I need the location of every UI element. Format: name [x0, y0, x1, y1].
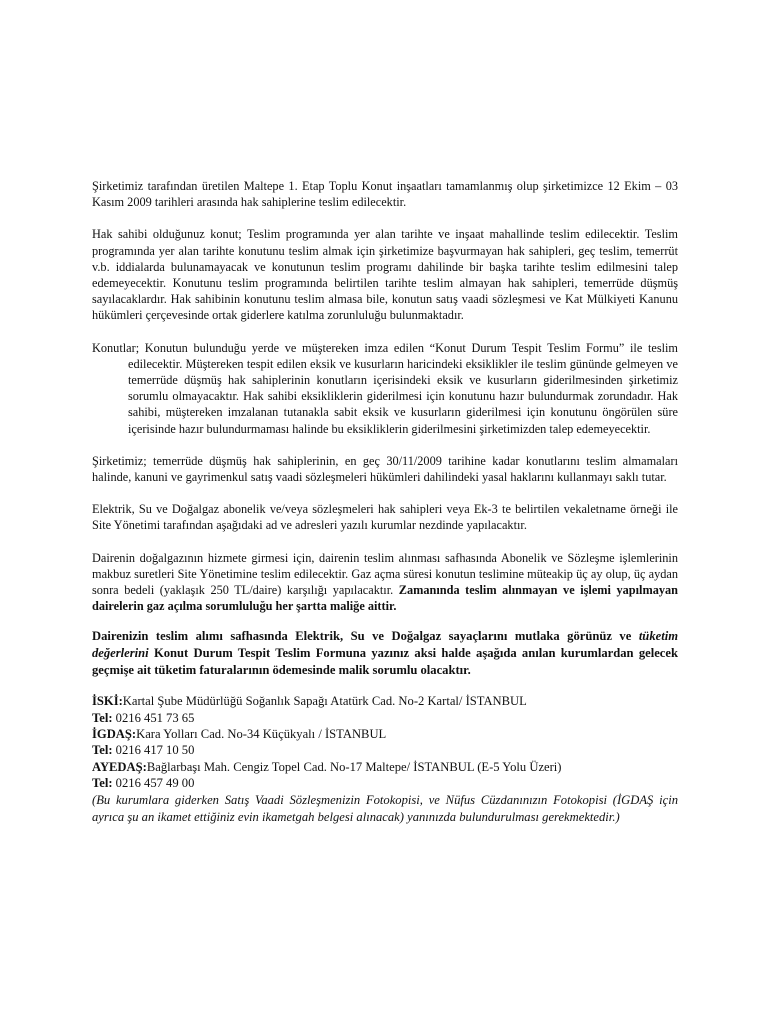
gas-service-text: Dairenin doğalgazının hizmete girmesi için, dairenin teslim alınması safhasında Abonelik ve Sözleşme işlemlerinin makbuz suretleri Site Yönetimine teslim edilecektir. Gaz açma süresi konutun teslimine müteakip üç ay olup, üç aydan sonra bedeli (yaklaşık 250 TL/daire) karşılığı yapılacaktır.	[92, 550, 678, 598]
meter-warning-part2: Konut Durum Tespit Teslim Formuna yazınız aksi halde aşağıda anılan kurumlardan gelecek geçmişe ait tüketim faturalarının ödemesinde malik sorumlu olacaktır.	[92, 646, 678, 678]
paragraph-meter-warning	[92, 628, 678, 679]
contact-iski-phone: Tel: 0216 451 73 65	[92, 710, 195, 725]
tel-label: Tel:	[92, 710, 113, 725]
gas-responsibility-warning: Zamanında teslim alınmayan ve işlemi yapılmayan dairelerin gaz açılma sorumluluğu her şartta maliğe aittir.	[92, 583, 679, 614]
documents-note: (Bu kurumlara giderken Satış Vaadi Sözleşmenizin Fotokopisi, ve Nüfus Cüzdanınızın Fotokopisi (İGDAŞ için ayrıca şu an ikamet ettiğiniz evin ikametgah belgesi alınacak) yanınızda bulundurulması gerekmektedir.)	[92, 793, 678, 824]
institution-contacts	[92, 693, 678, 824]
ayedas-label: AYEDAŞ:	[92, 759, 147, 774]
tel-label: Tel:	[92, 743, 113, 758]
meter-warning-part1: Dairenizin teslim alımı safhasında Elektrik, Su ve Doğalgaz sayaçlarını mutlaka görünüz ve	[92, 629, 639, 644]
contact-igdas-phone: Tel: 0216 417 10 50	[92, 743, 195, 758]
document-page	[92, 178, 678, 825]
tel-label: Tel:	[92, 775, 113, 790]
paragraph-subscriptions: Elektrik, Su ve Doğalgaz abonelik ve/veya sözleşmeleri hak sahipleri veya Ek-3 te belirtilen vekaletname örneği ile Site Yönetimi tarafından aşağıdaki ad ve adresleri yazılı kurumlar nezdinde yapılacaktır.	[92, 502, 678, 533]
paragraph-gas-service	[92, 550, 678, 615]
igdas-label: İGDAŞ:	[92, 727, 137, 742]
contact-ayedas-address: AYEDAŞ:Bağlarbaşı Mah. Cengiz Topel Cad. No-17 Maltepe/ İSTANBUL (E-5 Yolu Üzeri)	[92, 759, 562, 774]
contact-igdas-address: İGDAŞ:Kara Yolları Cad. No-34 Küçükyalı / İSTANBUL	[92, 727, 387, 742]
paragraph-legal-rights: Şirketimiz; temerrüde düşmüş hak sahiplerinin, en geç 30/11/2009 tarihine kadar konutlarını teslim almamaları halinde, kanuni ve gayrimenkul satış vaadi sözleşmeleri hükümleri dahilindeki yasal haklarını kullanmayı saklı tutar.	[92, 453, 678, 485]
contact-iski-address: İSKİ:Kartal Şube Müdürlüğü Soğanlık Sapağı Atatürk Cad. No-2 Kartal/ İSTANBUL	[92, 694, 527, 709]
meter-warning-italic: tüketim değerlerini	[92, 629, 678, 661]
paragraph-delivery-dates: Şirketimiz tarafından üretilen Maltepe 1. Etap Toplu Konut inşaatları tamamlanmış olup şirketimizce 12 Ekim – 03 Kasım 2009 tarihleri arasında hak sahiplerine teslim edilecektir.	[92, 179, 678, 210]
iski-label: İSKİ:	[92, 694, 123, 709]
paragraph-delivery-terms: Hak sahibi olduğunuz konut; Teslim programında yer alan tarihte ve inşaat mahallinde teslim edilecektir. Teslim programında yer alan tarihte konutunu teslim almak için şirketimize başvurmayan hak sahipleri, geç teslim, temerrüt v.b. iddialarda bulunamayacak ve konutunun teslim programı dahilinde bir başka tarihte teslim edilmesini talep edemeyecektir. Konutunu teslim programında belirtilen tarihte teslim almayan hak sahipleri, temerrüde düşmüş sayılacaklardır. Hak sahibinin konutunu teslim almasa bile, konutun satış vaadi sözleşmesi ve Kat Mülkiyeti Kanunu hükümleri çerçevesinde ortak giderlere katılma zorunluluğu bulunmaktadır.	[92, 227, 678, 323]
paragraph-delivery-form: Konutlar; Konutun bulunduğu yerde ve müştereken imza edilen “Konut Durum Tespit Teslim Formu” ile teslim edilecektir. Müştereken tespit edilen eksik ve kusurların haricindeki eksiklikler ile teslim gününde gelmeyen ve temerrüde düşmüş hak sahiplerinin konutların içerisindeki eksik ve kusurların giderilmesinden şirketimiz sorumlu olmayacaktır. Hak sahibi eksikliklerin giderilmesi için konutunu hazır bulundurmak zorundadır. Hak sahibi, müştereken imzalanan tutanakla sabit eksik ve kusurların giderilmesi için konutunu öngörülen süre içerisinde hazır bulundurmaması halinde bu eksikliklerin giderilmesini şirketimizden talep edemeyecektir.	[92, 340, 678, 436]
contact-ayedas-phone: Tel: 0216 457 49 00	[92, 775, 195, 790]
